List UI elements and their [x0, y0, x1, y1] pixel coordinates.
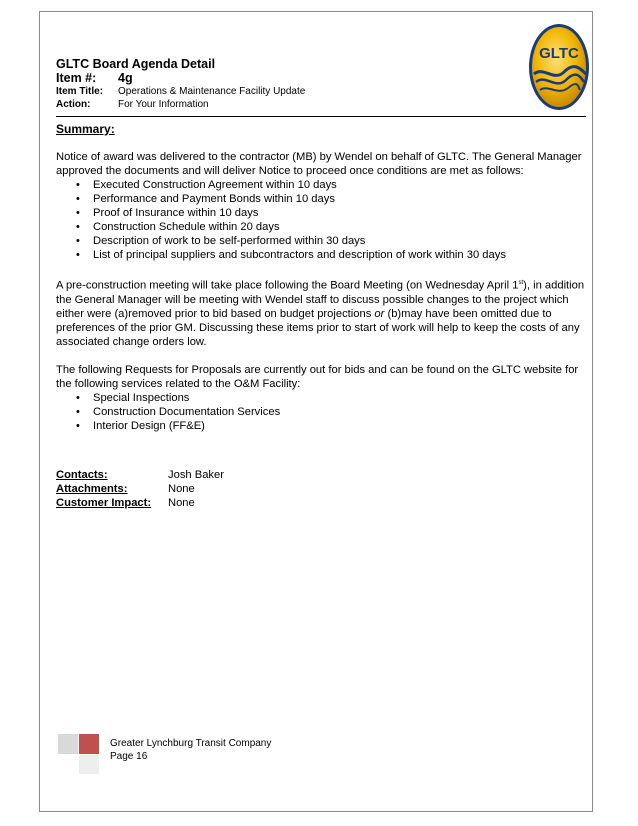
attachments-row	[56, 482, 224, 496]
item-number-label: Item #:	[56, 71, 97, 85]
summary-body	[56, 150, 586, 433]
footer-squares-logo	[58, 734, 106, 774]
gltc-logo	[528, 22, 590, 112]
footer-page-number: Page 16	[110, 751, 148, 762]
list-item: • Interior Design (FF&E)	[56, 419, 586, 433]
header-divider	[56, 116, 586, 117]
ordinal-suffix: st	[518, 280, 524, 286]
action-row	[56, 98, 209, 111]
summary-heading: Summary:	[56, 122, 115, 136]
attachments-value: None	[168, 483, 195, 495]
list-item: • Construction Documentation Services	[56, 405, 586, 419]
footer-text	[110, 737, 271, 763]
item-title-row	[56, 85, 305, 98]
list-item: • Construction Schedule within 20 days	[56, 220, 586, 234]
rfp-paragraph: The following Requests for Proposals are currently out for bids and can be found on the GLTC website for the following services related to the O&M Facility:	[56, 363, 579, 390]
attachments-label: Attachments:	[56, 483, 128, 495]
list-item: • Proof of Insurance within 10 days	[56, 206, 586, 220]
item-number-value: 4g	[118, 71, 133, 85]
customer-impact-row	[56, 496, 224, 510]
contacts-row	[56, 468, 224, 482]
action-label: Action:	[56, 99, 91, 110]
item-title-value: Operations & Maintenance Facility Update	[118, 86, 306, 97]
contacts-block	[56, 468, 224, 510]
agenda-title: GLTC Board Agenda Detail	[56, 57, 216, 71]
conditions-list	[56, 178, 586, 262]
footer-company: Greater Lynchburg Transit Company	[110, 738, 272, 749]
para2-part-b: ), in addition the General Manager will be meeting with Wendel staff to discuss possible changes to the project which either were (a)removed prior to bid based on budget projections	[56, 279, 585, 320]
award-paragraph: Notice of award was delivered to the contractor (MB) by Wendel on behalf of GLTC. The General Manager approved the documents and will deliver Notice to proceed once conditions are met as follows:	[56, 151, 582, 177]
list-item: • Performance and Payment Bonds within 10 days	[56, 192, 586, 206]
contacts-label: Contacts:	[56, 469, 108, 481]
rfp-list	[56, 391, 586, 433]
list-item: • Description of work to be self-performed within 30 days	[56, 234, 586, 248]
logo-text: GLTC	[539, 45, 579, 62]
list-item: • Special Inspections	[56, 391, 586, 405]
customer-impact-value: None	[168, 497, 195, 509]
preconstruction-paragraph	[56, 276, 586, 349]
contacts-value: Josh Baker	[168, 469, 224, 481]
list-item: • List of principal suppliers and subcontractors and description of work within 30 days	[56, 248, 586, 262]
item-number-row	[56, 71, 133, 85]
item-title-label: Item Title:	[56, 86, 104, 97]
para2-part-c: (b)may have been omitted due to preferences of the prior GM. Discussing these items prior to start of work will help to keep the costs of any associated change orders low.	[56, 307, 580, 348]
para2-part-a: A pre-construction meeting will take place following the Board Meeting (on Wednesday April 1	[56, 279, 519, 292]
customer-impact-label: Customer Impact:	[56, 497, 152, 509]
action-value: For Your Information	[118, 99, 209, 110]
list-item: • Executed Construction Agreement within 10 days	[56, 178, 586, 192]
para2-or: or	[374, 307, 385, 320]
